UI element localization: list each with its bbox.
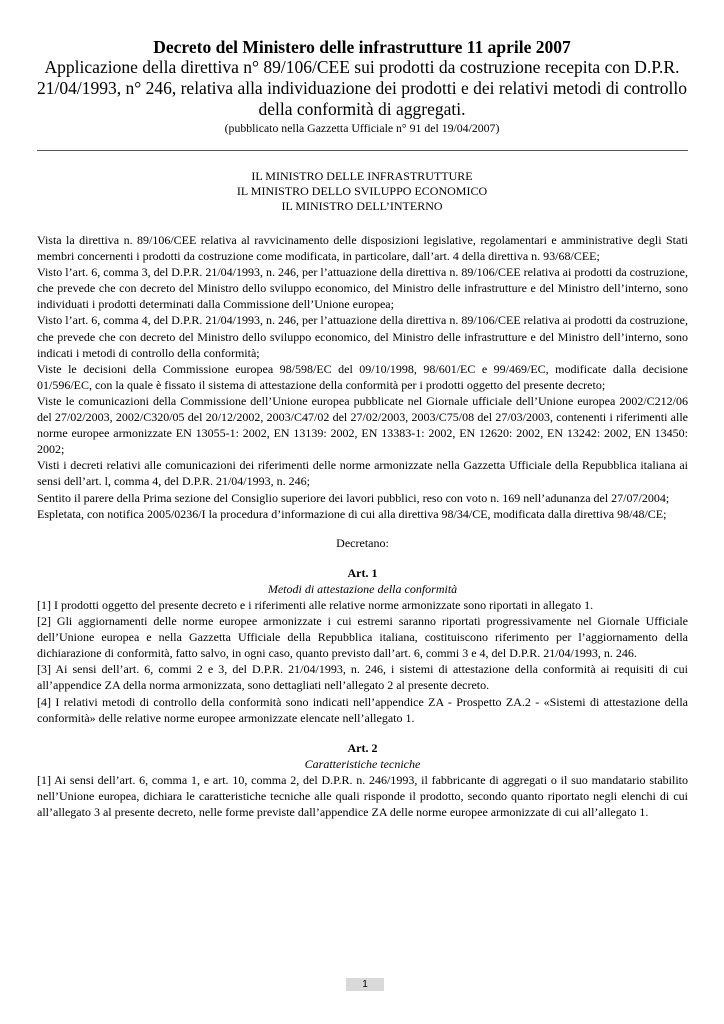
minister-line: IL MINISTRO DELLO SVILUPPO ECONOMICO — [236, 184, 488, 198]
article-1-subtitle: Metodi di attestazione della conformità — [267, 581, 458, 596]
document-header — [36, 37, 688, 136]
ministers-block — [36, 169, 688, 214]
decree-title: Decreto del Ministero delle infrastrutture 11 aprile 2007 — [153, 37, 571, 57]
minister-line: IL MINISTRO DELL’INTERNO — [281, 199, 443, 213]
article-paragraph: [2] Gli aggiornamenti delle norme europee armonizzate i cui estremi saranno riportati progressivamente nel Giornale Ufficiale dell’Unione europea e nella Gazzetta Ufficiale della Repubblica italiana, costituiscono riferimento per l’aggiornamento della dichiarazione di conformità, fatto salvo, in ogni caso, quanto previsto dall’art. 6, commi 3 e 4, del D.P.R. 21/04/1993, n. 246. — [37, 614, 688, 661]
preamble-paragraph: Espletata, con notifica 2005/0236/I la procedura d’informazione di cui alla direttiva 98/34/CE, modificata dalla direttiva 98/48/CE; — [37, 506, 667, 521]
preamble-paragraph: Vista la direttiva n. 89/106/CEE relativa al ravvicinamento delle disposizioni legislative, regolamentari e amministrative degli Stati membri concernenti i prodotti da costruzione come modificata, in particolare, dall’art. 4 della direttiva n. 93/68/CEE; — [37, 233, 688, 264]
article-2-title: Art. 2 — [347, 740, 378, 755]
document-body — [37, 232, 688, 820]
preamble-paragraph: Sentito il parere della Prima sezione del Consiglio superiore dei lavori pubblici, reso con voto n. 169 nell’adunanza del 27/07/2004; — [37, 490, 670, 505]
article-paragraph: [1] I prodotti oggetto del presente decreto e i riferimenti alle relative norme armonizzate sono riportati in allegato 1. — [37, 597, 594, 612]
minister-line: IL MINISTRO DELLE INFRASTRUTTURE — [251, 169, 473, 183]
preamble-paragraph: Visto l’art. 6, comma 3, del D.P.R. 21/04/1993, n. 246, per l’attuazione della direttiva n. 89/106/CEE relativa ai prodotti da costruzione, che prevede che con decreto del Ministro dello sviluppo economico, del Ministro delle infrastrutture e del Ministro dell’interno, sono individuati i prodotti determinati dalla Commissione dell’Unione europea; — [37, 265, 688, 312]
preamble-paragraph: Visto l’art. 6, comma 4, del D.P.R. 21/04/1993, n. 246, per l’attuazione della direttiva n. 89/106/CEE relativa ai prodotti da costruzione, che prevede che con decreto del Ministro dello sviluppo economico, del Ministro delle infrastrutture e del Ministro dell’interno, sono indicati i metodi di controllo della conformità; — [37, 313, 688, 360]
preamble-paragraph: Viste le comunicazioni della Commissione dell’Unione europea pubblicate nel Giornale ufficiale dell’Unione europea 2002/C212/06 del 27/02/2003, 2002/C320/05 del 20/12/2002, 2003/C47/02 del 27/02/2003, 2003/C75/08 del 27/03/2003, contenenti i riferimenti alle norme europee armonizzate EN 13055-1: 2002, EN 13139: 2002, EN 13383-1: 2002, EN 12620: 2002, EN 13242: 2002, EN 13450: 2002; — [37, 393, 688, 457]
header-divider — [37, 150, 688, 151]
article-2-subtitle: Caratteristiche tecniche — [304, 756, 421, 771]
article-1-title: Art. 1 — [347, 565, 378, 580]
publication-note: (pubblicato nella Gazzetta Ufficiale n° 91 del 19/04/2007) — [224, 121, 500, 135]
decretano-heading: Decretano: — [336, 535, 389, 550]
preamble-paragraph: Visti i decreti relativi alle comunicazioni dei riferimenti delle norme armonizzate nella Gazzetta Ufficiale della Repubblica italiana ai sensi dell’art. l, comma 4, del D.P.R. 21/04/1993, n. 246; — [37, 458, 688, 489]
article-paragraph: [4] I relativi metodi di controllo della conformità sono indicati nell’appendice ZA - Prospetto ZA.2 - «Sistemi di attestazione della conformità» delle relative norme europee armonizzate elencate nell’allegato 1. — [37, 694, 688, 725]
decree-subtitle: Applicazione della direttiva n° 89/106/CEE sui prodotti da costruzione recepita con D.P.R. 21/04/1993, n° 246, relativa alla individuazione dei prodotti e dei relativi metodi di controllo della conformità di aggregati. — [37, 57, 687, 119]
article-paragraph: [3] Ai sensi dell’art. 6, commi 2 e 3, del D.P.R. 21/04/1993, n. 246, i sistemi di attestazione della conformità ai requisiti di cui all’appendice ZA della norma armonizzata, sono dettagliati nell’allegato 2 al presente decreto. — [37, 662, 688, 693]
preamble-paragraph: Viste le decisioni della Commissione europea 98/598/EC del 09/10/1998, 98/601/EC e 99/469/EC, modificate dalla decisione 01/596/EC, con la quale è fissato il sistema di attestazione della conformità per i prodotti oggetto del presente decreto; — [37, 361, 688, 392]
article-paragraph: [1] Ai sensi dell’art. 6, comma 1, e art. 10, comma 2, del D.P.R. n. 246/1993, il fabbricante di aggregati o il suo mandatario stabilito nell’Unione europea, dichiara le caratteristiche tecniche alle quali risponde il prodotto, secondo quanto riportato negli elenchi di cui all’allegato 3 al presente decreto, nelle forme previste dall’appendice ZA delle norme europee armonizzate di cui all’allegato 1. — [37, 772, 688, 820]
page-number: 1 — [346, 978, 384, 991]
